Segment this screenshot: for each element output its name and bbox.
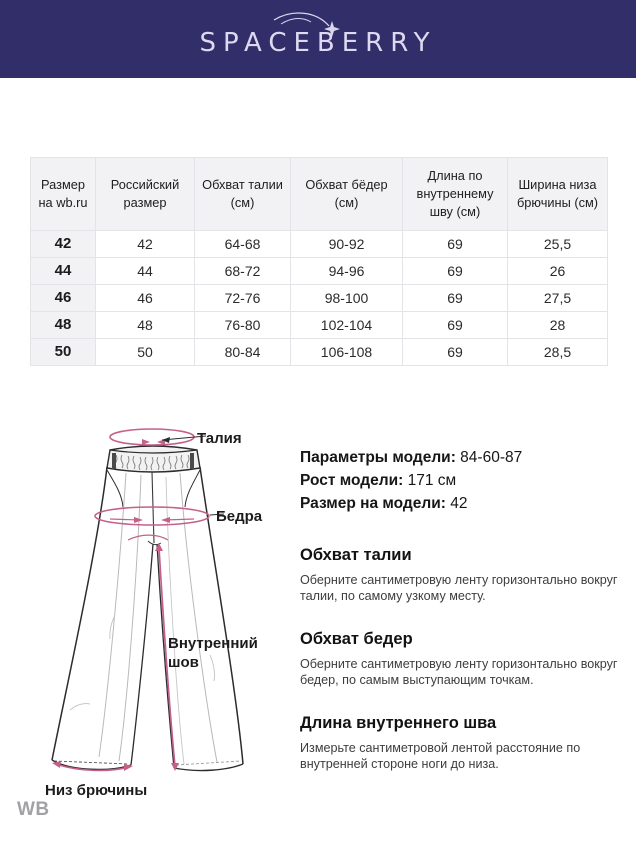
table-row (31, 257, 608, 284)
measure-instructions (300, 546, 626, 798)
value-cell: 44 (96, 257, 195, 284)
size-cell: 44 (31, 257, 96, 284)
value-cell: 69 (403, 311, 508, 338)
value-cell: 25,5 (508, 230, 608, 257)
table-row (31, 230, 608, 257)
inseam-section-title: Длина внутреннего шва (300, 714, 497, 732)
hips-label: Бедра (216, 508, 263, 525)
model-height-label: Рост модели: (300, 472, 404, 489)
table-row (31, 284, 608, 311)
hips-measure-ellipse (95, 507, 209, 525)
value-cell: 69 (403, 257, 508, 284)
column-header: Ширина низа брючины (см) (508, 158, 608, 231)
value-cell: 94-96 (291, 257, 403, 284)
value-cell: 69 (403, 338, 508, 365)
value-cell: 102-104 (291, 311, 403, 338)
waist-section-title: Обхват талии (300, 546, 412, 564)
size-table-head-row (31, 158, 608, 231)
model-height-line (300, 469, 620, 492)
column-header: Обхват талии (см) (195, 158, 291, 231)
hips-section (300, 630, 626, 688)
size-cell: 42 (31, 230, 96, 257)
pants-diagram (10, 415, 300, 815)
value-cell: 28,5 (508, 338, 608, 365)
value-cell: 72-76 (195, 284, 291, 311)
wb-watermark: WB (17, 799, 50, 820)
model-height-value: 171 см (407, 472, 457, 489)
hips-section-title: Обхват бедер (300, 630, 413, 648)
waist-section-text: Оберните сантиметровую ленту горизонтально вокруг талии, по самому узкому месту. (300, 573, 618, 603)
value-cell: 90-92 (291, 230, 403, 257)
size-cell: 50 (31, 338, 96, 365)
column-header: Российский размер (96, 158, 195, 231)
table-row (31, 338, 608, 365)
size-cell: 48 (31, 311, 96, 338)
inseam-label: Внутренний шов (168, 635, 258, 671)
model-params-value: 84-60-87 (460, 449, 523, 466)
value-cell: 27,5 (508, 284, 608, 311)
value-cell: 48 (96, 311, 195, 338)
value-cell: 42 (96, 230, 195, 257)
value-cell: 26 (508, 257, 608, 284)
brand-logo: SPACEBERRY (199, 28, 437, 58)
value-cell: 98-100 (291, 284, 403, 311)
hem-label: Низ брючины (45, 782, 148, 799)
size-cell: 46 (31, 284, 96, 311)
hips-section-text: Оберните сантиметровую ленту горизонтально вокруг бедер, по самым выступающим точкам. (300, 657, 618, 687)
value-cell: 50 (96, 338, 195, 365)
right-hem (174, 764, 243, 771)
value-cell: 80-84 (195, 338, 291, 365)
model-info-block (300, 446, 620, 515)
inseam-section-text: Измерьте сантиметровой лентой расстояние по внутренней стороне ноги до низа. (300, 741, 581, 771)
value-cell: 106-108 (291, 338, 403, 365)
value-cell: 68-72 (195, 257, 291, 284)
model-size-value: 42 (450, 495, 468, 512)
waist-section (300, 546, 626, 604)
left-hem (52, 760, 131, 769)
value-cell: 28 (508, 311, 608, 338)
value-cell: 46 (96, 284, 195, 311)
pants-sketch (10, 415, 300, 815)
size-table (30, 157, 608, 366)
model-size-label: Размер на модели: (300, 495, 446, 512)
value-cell: 76-80 (195, 311, 291, 338)
model-params-label: Параметры модели: (300, 449, 456, 466)
waist-label: Талия (197, 430, 242, 447)
table-row (31, 311, 608, 338)
size-table-body (31, 230, 608, 365)
value-cell: 69 (403, 230, 508, 257)
left-leg-outline (52, 467, 107, 760)
column-header: Размер на wb.ru (31, 158, 96, 231)
model-size-line (300, 492, 620, 515)
inseam-section (300, 714, 626, 772)
model-params-line (300, 446, 620, 469)
column-header: Обхват бёдер (см) (291, 158, 403, 231)
waist-measure-ellipse (110, 429, 194, 445)
value-cell: 69 (403, 284, 508, 311)
column-header: Длина по внутреннему шву (см) (403, 158, 508, 231)
brand-header-band (0, 0, 636, 78)
value-cell: 64-68 (195, 230, 291, 257)
